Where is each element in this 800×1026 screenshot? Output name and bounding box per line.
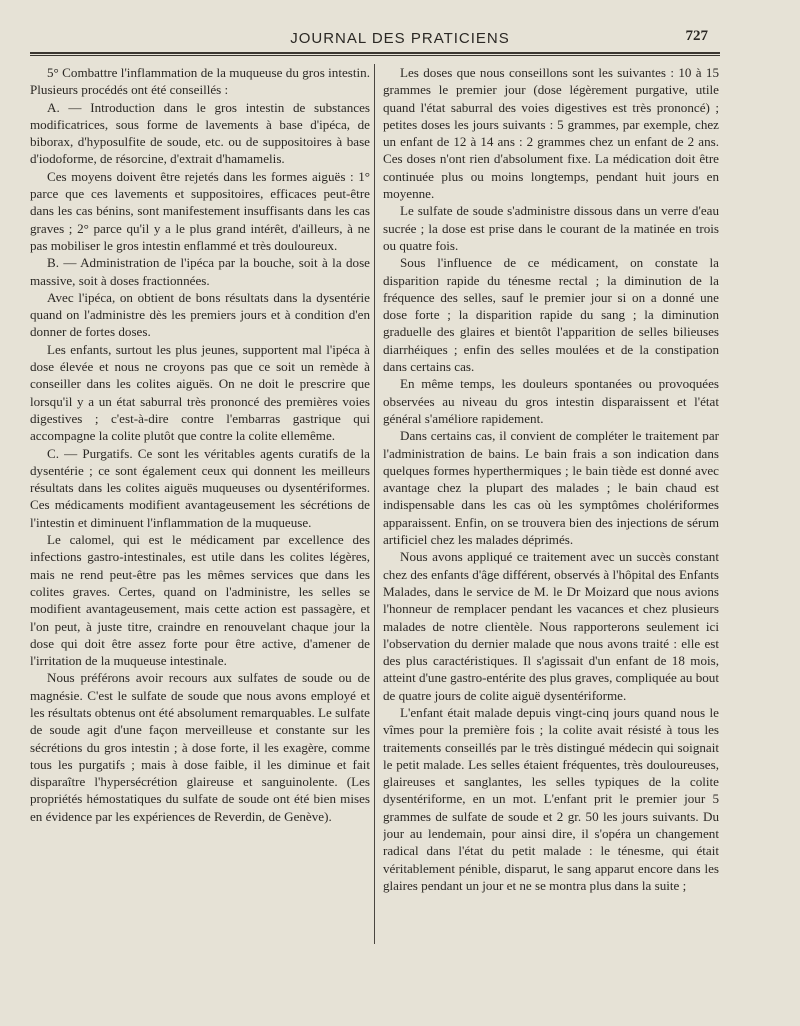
paragraph: C. — Purgatifs. Ce sont les véritables agents curatifs de la dysentérie ; ce sont également ceux qui donnent les meilleurs résultats dans les colites aiguës muqueuses ou dysentériformes. Ces médicaments modifient avantageusement les sécrétions de l'intestin et diminuent l'inflammation de la muqueuse.: [30, 445, 370, 530]
left-column: [30, 64, 370, 954]
paragraph: L'enfant était malade depuis vingt-cinq jours quand nous le vîmes pour la première fois ; la colite avait résisté à tous les traitements conseillés par le très distingué médecin qui soignait le petit malade. Les selles étaient fréquentes, très douloureuses, glaireuses et sanglantes, les selles typiques de la colite dysentériforme, en un mot. L'enfant prit le premier jour 5 grammes de sulfate de soude et 2 gr. 50 les jours suivants. Du jour au lendemain, pour ainsi dire, il s'opéra un changement radical dans l'état du petit malade : le ténesme, qui était véritablement pénible, disparut, le sang apparut encore dans les glaires pendant un jour et ne se montra plus dans la suite ;: [383, 704, 719, 893]
paragraph: Avec l'ipéca, on obtient de bons résultats dans la dysentérie quand on l'administre dès les premiers jours et à condition d'en donner de fortes doses.: [30, 289, 370, 340]
paragraph: A. — Introduction dans le gros intestin de substances modificatrices, sous forme de lavements à base d'ipéca, de biborax, d'hyposulfite de soude, etc. ou de suppositoires à base d'iodoforme, de résorcine, d'extrait d'hamamelis.: [30, 99, 370, 167]
paragraph: Nous préférons avoir recours aux sulfates de soude ou de magnésie. C'est le sulfate de soude que nous avons employé et les résultats obtenus ont été absolument remarquables. Le sulfate de soude agit d'une façon merveilleuse et constante sur les sécrétions du gros intestin ; à dose forte, il les exagère, comme tous les purgatifs ; mais à dose faible, il les diminue et fait disparaître l'hypersécrétion glaireuse et sanguinolente. (Les propriétés hémostatiques du sulfate de soude ont été bien mises en évidence par les expériences de Reverdin, de Genève).: [30, 670, 370, 824]
page-number: 727: [685, 28, 708, 44]
page-header: [0, 22, 800, 48]
right-column: [383, 64, 719, 954]
paragraph: En même temps, les douleurs spontanées ou provoquées observées au niveau du gros intestin disparaissent et l'état général s'améliore rapidement.: [383, 376, 719, 426]
paragraph: B. — Administration de l'ipéca par la bouche, soit à la dose massive, soit à doses fractionnées.: [30, 255, 370, 288]
paragraph: Ces moyens doivent être rejetés dans les formes aiguës : 1° parce que ces lavements et suppositoires, efficaces peut-être dans les cas bénins, sont manifestement insuffisants dans les cas graves ; 2° parce qu'il y a le plus grand intérêt, d'ailleurs, à ne pas mobiliser le gros intestin enflammé et très douloureux.: [30, 168, 370, 253]
paragraph: Le calomel, qui est le médicament par excellence des infections gastro-intestinales, est utile dans les colites légères, mais ne rend peut-être pas les mêmes services que dans les colites graves. Certes, quand on l'administre, les selles se modifient avantageusement, mais cette action est passagère, et l'on peut, à juste titre, craindre en renouvelant chaque jour la dose qui doit être assez forte pour être active, d'amener de l'irritation de la muqueuse intestinale.: [30, 532, 370, 669]
paragraph: Sous l'influence de ce médicament, on constate la disparition rapide du ténesme rectal ; la diminution de la fréquence des selles, sauf le premier jour si on a donné une dose forte ; la disparition rapide du sang ; la diminution graduelle des glaires et bientôt l'apparition de selles bilieuses diarrhéiques ; enfin des selles moulées et de la constipation dans certains cas.: [383, 255, 719, 375]
column-divider: [374, 64, 375, 944]
paragraph: Dans certains cas, il convient de compléter le traitement par l'administration de bains. Le bain frais a son indication dans quelques formes hyperthermiques ; le bain tiède est donné avec avantage chez la plupart des malades ; le bain chaud est indispensable dans les cas où les symptômes cholériformes apparaissent. Enfin, on se trouvera bien des injections de sérum artificiel chez les malades déprimés.: [383, 428, 719, 548]
paragraph: Les doses que nous conseillons sont les suivantes : 10 à 15 grammes le premier jour (dose légèrement purgative, utile quand l'état saburral des voies digestives est très prononcé) ; petites doses les jours suivants : 5 grammes, par exemple, chez un enfant de 12 à 14 ans : 2 grammes chez un enfant de 2 ans. Ces doses n'ont rien d'absolument fixe. La médication doit être continuée plus ou moins longtemps, pendant huit jours en moyenne.: [383, 65, 719, 202]
paragraph: 5° Combattre l'inflammation de la muqueuse du gros intestin. Plusieurs procédés ont été conseillés :: [30, 65, 370, 98]
paragraph: Le sulfate de soude s'administre dissous dans un verre d'eau sucrée ; la dose est prise dans le courant de la matinée en trois ou quatre fois.: [383, 203, 719, 253]
paragraph: Les enfants, surtout les plus jeunes, supportent mal l'ipéca à dose élevée et nous ne croyons pas que ce soit un remède à conseiller dans les colites aiguës. On ne doit le prescrire que lorsqu'il y a un état saburral très prononcé des premières voies digestives ; c'est-à-dire contre l'embarras gastrique qui accompagne la colite plutôt que contre la colite ellemême.: [30, 341, 370, 444]
header-rule: [30, 52, 720, 54]
paragraph: Nous avons appliqué ce traitement avec un succès constant chez des enfants d'âge différent, observés à l'hôpital des Enfants Malades, dans le service de M. le Dr Moizard que nous avions l'honneur de remplacer pendant les vacances et chez plusieurs malades de notre clientèle. Nous rapporterons seulement ici l'observation du dernier malade que nous avons traité : elle est des plus caractéristiques. Il s'agissait d'un enfant de 18 mois, atteint d'une gastro-entérite des plus graves, compliquée au bout de quatre jours de colite aiguë dysentériforme.: [383, 549, 719, 703]
journal-title: JOURNAL DES PRATICIENS: [290, 30, 510, 47]
header-rule-thin: [30, 55, 720, 56]
